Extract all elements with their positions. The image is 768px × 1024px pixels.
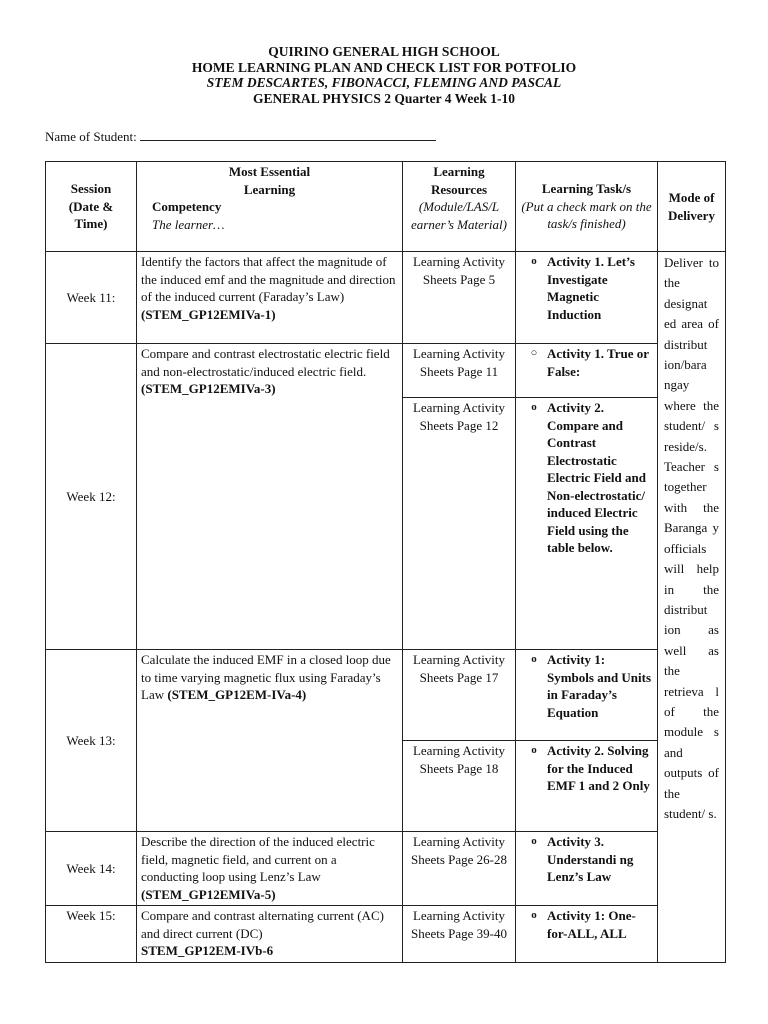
task-bullet-icon: o bbox=[531, 653, 537, 665]
mode-header: Mode of Delivery bbox=[658, 162, 726, 252]
plan-title: HOME LEARNING PLAN AND CHECK LIST FOR POTFOLIO bbox=[191, 59, 577, 75]
resource-cell: Learning Activity Sheets Page 26-28 bbox=[403, 832, 516, 906]
resources-header: Learning Resources (Module/LAS/L earner’s Material) bbox=[403, 162, 516, 252]
competency-code: (STEM_GP12EMIVa-5) bbox=[141, 886, 276, 902]
student-name-row bbox=[45, 128, 436, 145]
subject-title: GENERAL PHYSICS 2 Quarter 4 Week 1-10 bbox=[252, 90, 516, 106]
session-header: Session (Date & Time) bbox=[46, 162, 137, 252]
table-row bbox=[46, 832, 726, 906]
document-header bbox=[0, 44, 768, 106]
table-row bbox=[46, 906, 726, 963]
learning-plan-table bbox=[45, 161, 726, 963]
section-names: STEM DESCARTES, FIBONACCI, FLEMING AND PASCAL bbox=[206, 75, 562, 90]
competency-cell: Calculate the induced EMF in a closed loop due to time varying magnetic flux using Faraday’s Law (STEM_GP12EM-IVa-4) bbox=[137, 650, 403, 832]
competency-code: (STEM_GP12EM-IVa-4) bbox=[167, 687, 307, 702]
competency-code: (STEM_GP12EMIVa-3) bbox=[141, 381, 276, 396]
task-bullet-icon: o bbox=[531, 744, 537, 756]
competency-header: Most Essential Learning Competency The learner… bbox=[137, 162, 403, 252]
task-cell[interactable]: o Activity 2. Solving for the Induced EMF 1 and 2 Only bbox=[516, 741, 658, 832]
student-name-label: Name of Student: bbox=[45, 129, 137, 144]
competency-cell: Compare and contrast alternating current (AC) and direct current (DC) STEM_GP12EM-IVb-6 bbox=[137, 906, 403, 963]
header-row bbox=[46, 162, 726, 252]
resource-cell: Learning Activity Sheets Page 39-40 bbox=[403, 906, 516, 963]
resource-cell: Learning Activity Sheets Page 18 bbox=[403, 741, 516, 832]
task-cell[interactable]: o Activity 1: One-for-ALL, ALL bbox=[516, 906, 658, 963]
task-bullet-icon: ○ bbox=[530, 347, 538, 359]
competency-cell: Compare and contrast electrostatic electric field and non-electrostatic/induced electric field. (STEM_GP12EMIVa-3) bbox=[137, 344, 403, 650]
task-bullet-icon: o bbox=[531, 909, 537, 921]
task-bullet-icon: o bbox=[531, 835, 537, 847]
resource-cell: Learning Activity Sheets Page 11 bbox=[403, 344, 516, 398]
task-cell[interactable]: o Activity 2. Compare and Contrast Electrostatic Electric Field and Non-electrostatic/ induced Electric Field using the table below. bbox=[516, 398, 658, 650]
resource-cell: Learning Activity Sheets Page 12 bbox=[403, 398, 516, 650]
task-cell[interactable]: o Activity 3. Understandi ng Lenz’s Law bbox=[516, 832, 658, 906]
competency-cell: Identify the factors that affect the magnitude of the induced emf and the magnitude and direction of the induced current (Faraday’s Law) (STEM_GP12EMIVa-1) bbox=[137, 252, 403, 344]
task-cell[interactable]: ○ Activity 1. True or False: bbox=[516, 344, 658, 398]
mode-of-delivery-cell: Deliver to the designat ed area of distribut ion/bara ngay where the student/ s reside/s. Teacher s together with the Baranga y officials will help in the distribut ion as well as the retrieva l of the module s and outputs of the student/ s. bbox=[658, 252, 726, 963]
task-bullet-icon: o bbox=[531, 401, 537, 413]
week-cell: Week 13: bbox=[46, 650, 137, 832]
week-cell: Week 14: bbox=[46, 832, 137, 906]
tasks-header: Learning Task/s (Put a check mark on the task/s finished) bbox=[516, 162, 658, 252]
competency-cell: Describe the direction of the induced electric field, magnetic field, and current on a conducting loop using Lenz’s Law (STEM_GP12EMIVa-5) bbox=[137, 832, 403, 906]
competency-code: STEM_GP12EM-IVb-6 bbox=[141, 943, 274, 958]
week-cell: Week 12: bbox=[46, 344, 137, 650]
week-cell: Week 11: bbox=[46, 252, 137, 344]
task-cell[interactable]: o Activity 1. Let’s Investigate Magnetic Induction bbox=[516, 252, 658, 344]
table-row bbox=[46, 344, 726, 398]
task-cell[interactable]: o Activity 1: Symbols and Units in Faraday’s Equation bbox=[516, 650, 658, 741]
competency-code: (STEM_GP12EMIVa-1) bbox=[141, 306, 276, 322]
resource-cell: Learning Activity Sheets Page 17 bbox=[403, 650, 516, 741]
resource-cell: Learning Activity Sheets Page 5 bbox=[403, 252, 516, 344]
school-name: QUIRINO GENERAL HIGH SCHOOL bbox=[268, 44, 500, 59]
student-name-blank[interactable] bbox=[140, 128, 436, 141]
table-row bbox=[46, 252, 726, 344]
task-bullet-icon: o bbox=[531, 255, 537, 267]
week-cell: Week 15: bbox=[46, 906, 137, 963]
table-row bbox=[46, 650, 726, 741]
